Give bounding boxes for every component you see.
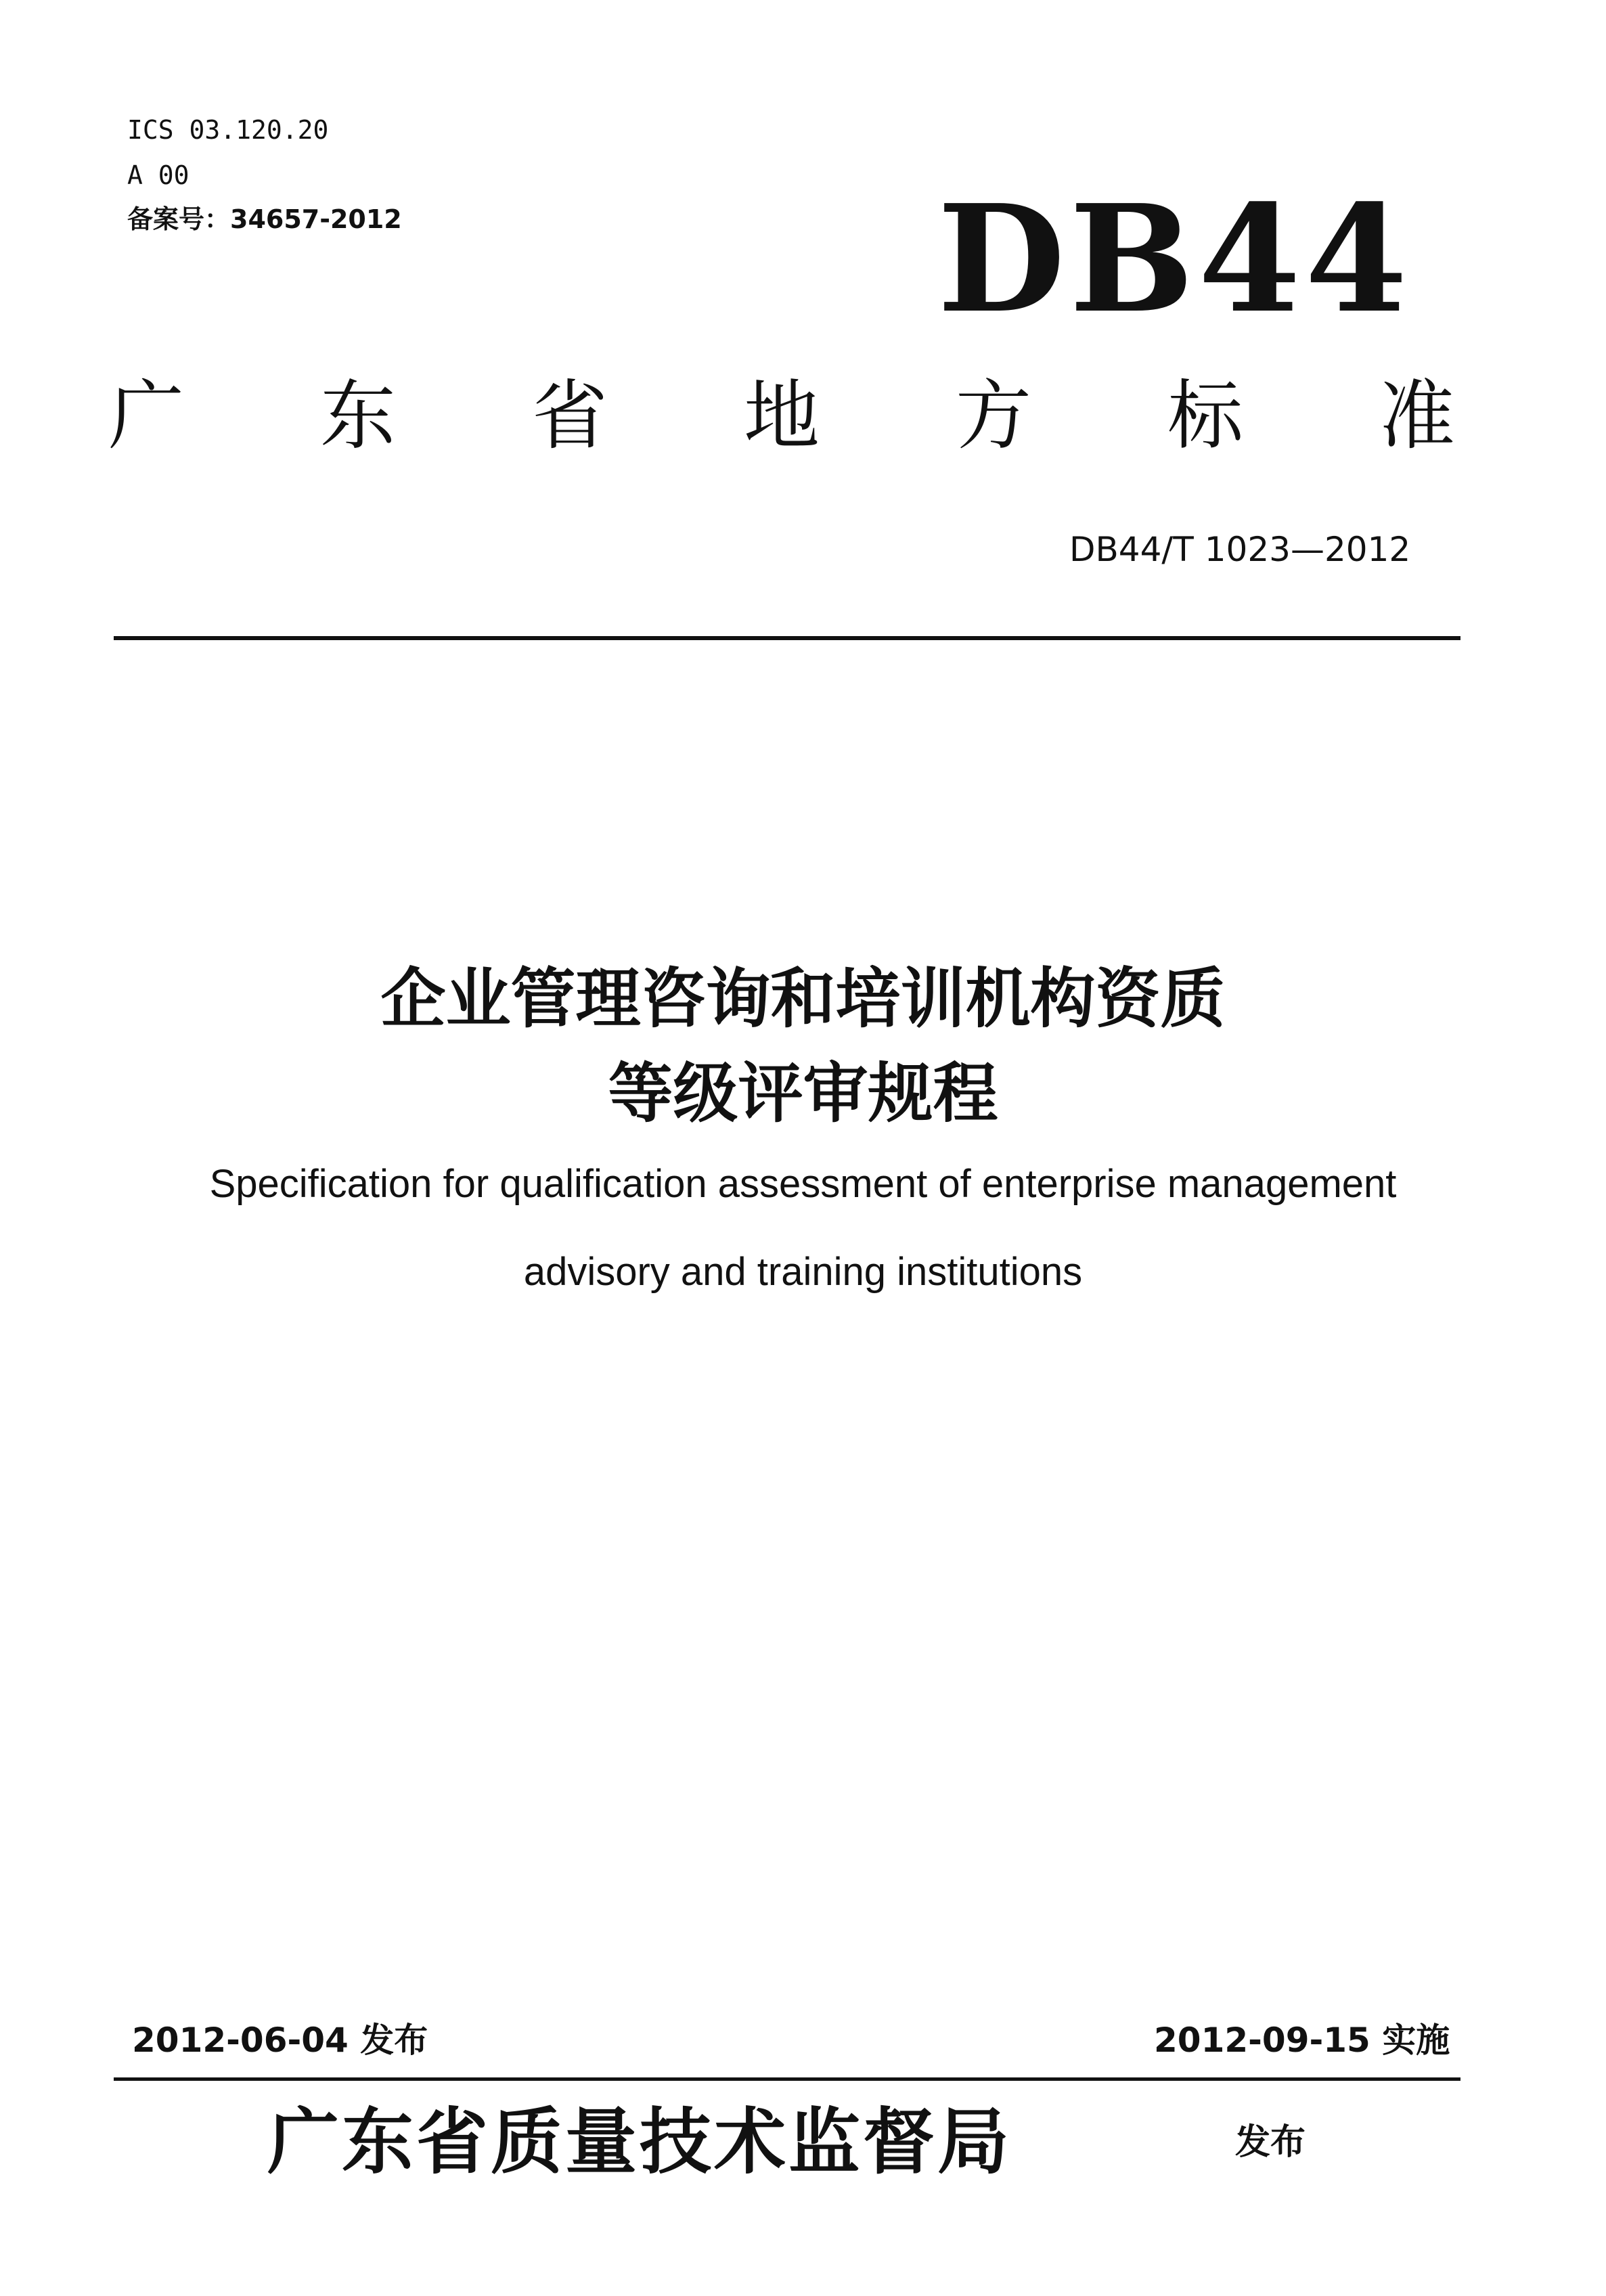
title-cn-line1: 企业管理咨询和培训机构资质: [380, 961, 1226, 1037]
publish-label: 发布: [1235, 2122, 1306, 2163]
standard-type-char: 地: [744, 372, 820, 460]
standard-type-heading: [108, 372, 1455, 460]
standard-type-char: 广: [108, 372, 184, 460]
standard-type-char: 方: [956, 372, 1031, 460]
classification-code: A 00: [127, 160, 189, 190]
implementation-date: 2012-09-15 实施: [1154, 2021, 1450, 2060]
title-en-line2: advisory and training institutions: [523, 1250, 1083, 1294]
title-cn-line2: 等级评审规程: [608, 1056, 998, 1131]
title-en-line1: Specification for qualification assessment of enterprise management: [209, 1162, 1397, 1206]
bottom-divider: [114, 2077, 1460, 2081]
ics-code: ICS 03.120.20: [127, 115, 329, 145]
record-number: 备案号：34657-2012: [127, 204, 402, 234]
standard-type-char: 省: [532, 372, 608, 460]
top-divider: [114, 636, 1460, 640]
standard-number: DB44/T 1023—2012: [1069, 530, 1411, 569]
standard-type-char: 东: [320, 372, 396, 460]
db-logo: DB44: [937, 173, 1412, 346]
publisher-name: 广东省质量技术监督局: [267, 2099, 1012, 2184]
issue-date: 2012-06-04 发布: [132, 2021, 428, 2060]
standard-type-char: 准: [1379, 372, 1455, 460]
standard-type-char: 标: [1167, 372, 1243, 460]
